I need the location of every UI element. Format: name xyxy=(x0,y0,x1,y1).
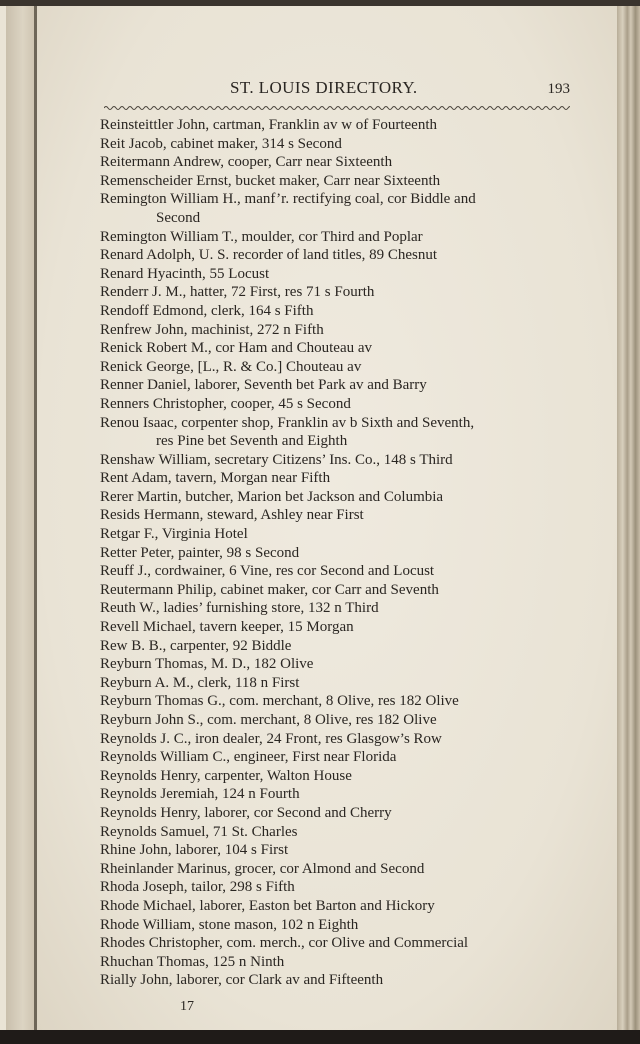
directory-entry xyxy=(100,804,572,823)
directory-entry xyxy=(100,190,572,227)
entry-text: Rew B. B., carpenter, 92 Biddle xyxy=(100,637,292,654)
entry-text: Renard Hyacinth, 55 Locust xyxy=(100,265,270,282)
page-edges xyxy=(617,6,640,1032)
entry-text: Reyburn A. M., clerk, 118 n First xyxy=(100,674,300,691)
entry-text: Reynolds J. C., iron dealer, 24 Front, res Glasgow’s Row xyxy=(100,730,442,747)
decorative-wavy-rule xyxy=(104,103,570,113)
directory-entry xyxy=(100,414,572,451)
entry-text: Rhine John, laborer, 104 s First xyxy=(100,842,289,859)
directory-entry xyxy=(100,860,572,879)
directory-entry xyxy=(100,581,572,600)
directory-entry xyxy=(100,283,572,302)
scan-bottom-border xyxy=(0,1030,640,1044)
entry-text: Reyburn Thomas, M. D., 182 Olive xyxy=(100,656,314,673)
entry-text: Reit Jacob, cabinet maker, 314 s Second xyxy=(100,135,342,152)
directory-entry xyxy=(100,971,572,990)
entry-text: Rheinlander Marinus, grocer, cor Almond and Second xyxy=(100,860,425,877)
entry-text: Rendoff Edmond, clerk, 164 s Fifth xyxy=(100,302,314,319)
entry-text: Resids Hermann, steward, Ashley near First xyxy=(100,507,364,524)
directory-entry xyxy=(100,395,572,414)
directory-entry xyxy=(100,711,572,730)
entry-text: Renner Daniel, laborer, Seventh bet Park av and Barry xyxy=(100,377,427,394)
entry-text: Revell Michael, tavern keeper, 15 Morgan xyxy=(100,619,354,636)
entry-continuation: res Pine bet Seventh and Eighth xyxy=(156,433,348,450)
entry-text: Rerer Martin, butcher, Marion bet Jackson and Columbia xyxy=(100,488,444,505)
entry-text: Retgar F., Virginia Hotel xyxy=(100,526,248,543)
directory-entry xyxy=(100,488,572,507)
directory-entry xyxy=(100,934,572,953)
entry-text: Rhodes Christopher, com. merch., cor Olive and Commercial xyxy=(100,935,469,952)
directory-entry xyxy=(100,172,572,191)
directory-entry xyxy=(100,469,572,488)
directory-entry xyxy=(100,135,572,154)
entry-text: Reynolds Henry, carpenter, Walton House xyxy=(100,767,352,784)
directory-entry xyxy=(100,841,572,860)
directory-entry xyxy=(100,506,572,525)
directory-entry xyxy=(100,878,572,897)
directory-entry xyxy=(100,953,572,972)
entry-text: Remington William T., moulder, cor Third and Poplar xyxy=(100,228,423,245)
entry-text: Renfrew John, machinist, 272 n Fifth xyxy=(100,321,324,338)
entry-text: Reynolds Henry, laborer, cor Second and Cherry xyxy=(100,804,392,821)
entry-text: Rhoda Joseph, tailor, 298 s Fifth xyxy=(100,879,295,896)
directory-entry xyxy=(100,730,572,749)
directory-entry xyxy=(100,916,572,935)
entry-text: Rhuchan Thomas, 125 n Ninth xyxy=(100,953,285,970)
directory-entry xyxy=(100,674,572,693)
entry-text: Rially John, laborer, cor Clark av and Fifteenth xyxy=(100,972,384,989)
directory-entry xyxy=(100,544,572,563)
entry-text: Rhode William, stone mason, 102 n Eighth xyxy=(100,916,359,933)
entry-text: Remington William H., manf’r. rectifying coal, cor Biddle and xyxy=(100,191,476,208)
directory-entry xyxy=(100,897,572,916)
directory-entry xyxy=(100,321,572,340)
page-text xyxy=(100,78,572,1016)
running-head: ST. LOUIS DIRECTORY. xyxy=(230,78,418,97)
entry-text: Rhode Michael, laborer, Easton bet Barton and Hickory xyxy=(100,897,435,914)
directory-entry xyxy=(100,246,572,265)
entry-text: Reinsteittler John, cartman, Franklin av w of Fourteenth xyxy=(100,117,438,133)
page-number: 193 xyxy=(547,81,570,97)
directory-entry xyxy=(100,599,572,618)
directory-entry xyxy=(100,823,572,842)
facing-page-margin xyxy=(6,6,34,1030)
entry-text: Renard Adolph, U. S. recorder of land titles, 89 Chesnut xyxy=(100,247,438,264)
directory-entries xyxy=(100,116,572,990)
directory-entry xyxy=(100,451,572,470)
directory-entry xyxy=(100,785,572,804)
directory-entry xyxy=(100,655,572,674)
directory-entry xyxy=(100,116,572,135)
entry-text: Reyburn John S., com. merchant, 8 Olive, res 182 Olive xyxy=(100,712,437,728)
entry-continuation: Second xyxy=(156,209,201,226)
entry-text: Renshaw William, secretary Citizens’ Ins. Co., 148 s Third xyxy=(100,451,453,468)
entry-text: Renick Robert M., cor Ham and Chouteau av xyxy=(100,340,373,357)
directory-entry xyxy=(100,153,572,172)
entry-text: Renderr J. M., hatter, 72 First, res 71 s Fourth xyxy=(100,284,375,301)
entry-text: Reitermann Andrew, cooper, Carr near Sixteenth xyxy=(100,154,393,171)
entry-text: Reuth W., ladies’ furnishing store, 132 n Third xyxy=(100,600,379,617)
directory-entry xyxy=(100,692,572,711)
directory-entry xyxy=(100,358,572,377)
entry-text: Reynolds William C., engineer, First near Florida xyxy=(100,749,397,766)
entry-text: Reynolds Jeremiah, 124 n Fourth xyxy=(100,786,300,803)
directory-entry xyxy=(100,767,572,786)
directory-entry xyxy=(100,265,572,284)
signature-mark: 17 xyxy=(180,998,194,1014)
entry-text: Renou Isaac, corpenter shop, Franklin av b Sixth and Seventh, xyxy=(100,414,475,431)
directory-entry xyxy=(100,748,572,767)
directory-entry xyxy=(100,525,572,544)
entry-text: Reyburn Thomas G., com. merchant, 8 Olive, res 182 Olive xyxy=(100,693,459,710)
entry-text: Retter Peter, painter, 98 s Second xyxy=(100,544,300,561)
wavy-rule-line xyxy=(104,107,570,110)
entry-text: Renick George, [L., R. & Co.] Chouteau av xyxy=(100,358,362,375)
directory-entry xyxy=(100,637,572,656)
page-header xyxy=(100,78,572,102)
entry-text: Renners Christopher, cooper, 45 s Second xyxy=(100,395,351,412)
entry-text: Reynolds Samuel, 71 St. Charles xyxy=(100,823,298,840)
entry-text: Reutermann Philip, cabinet maker, cor Carr and Seventh xyxy=(100,581,439,598)
directory-entry xyxy=(100,302,572,321)
entry-text: Remenscheider Ernst, bucket maker, Carr near Sixteenth xyxy=(100,172,441,189)
directory-entry xyxy=(100,618,572,637)
entry-text: Reuff J., cordwainer, 6 Vine, res cor Second and Locust xyxy=(100,563,435,580)
directory-entry xyxy=(100,228,572,247)
entry-text: Rent Adam, tavern, Morgan near Fifth xyxy=(100,470,331,487)
directory-entry xyxy=(100,562,572,581)
directory-entry xyxy=(100,376,572,395)
directory-entry xyxy=(100,339,572,358)
